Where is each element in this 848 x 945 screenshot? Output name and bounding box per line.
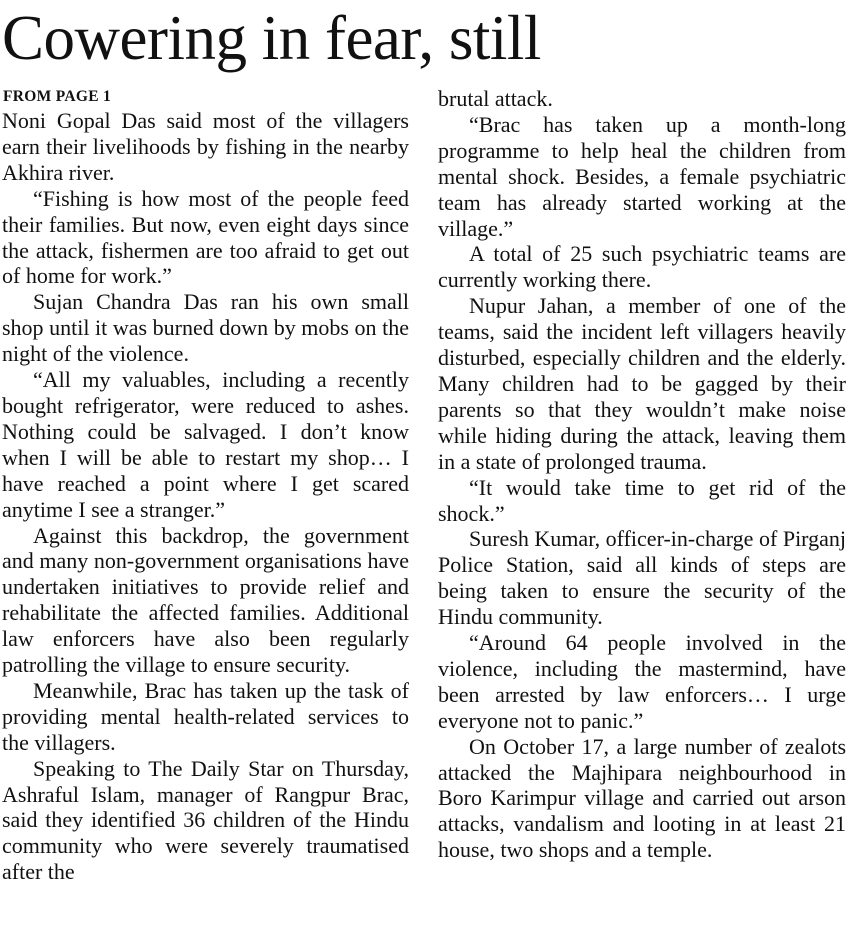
paragraph: Nupur Jahan, a member of one of the teams, said the incident left villagers heavily disturbed, especially children and the elderly. Many children had to be gagged by their parents so that they wouldn’t make noise while hiding during the attack, leaving them in a state of prolonged trauma. — [438, 293, 846, 474]
paragraph: “Brac has taken up a month-long programme to help heal the children from mental shock. Besides, a female psychiatric team has already started working at the village.” — [438, 111, 846, 241]
paragraph-continuation: brutal attack. — [438, 86, 553, 111]
paragraph: Suresh Kumar, officer-in-charge of Pirganj Police Station, said all kinds of steps are being taken to ensure the security of the Hindu community. — [438, 526, 846, 630]
paragraph: “All my valuables, including a recently bought refrigerator, were reduced to ashes. Nothing could be salvaged. I don’t know when I will be able to restart my shop… I have reached a point where I get scared anytime I see a stranger.” — [2, 367, 409, 522]
paragraph: A total of 25 such psychiatric teams are currently working there. — [438, 241, 846, 293]
paragraph: “Fishing is how most of the people feed their families. But now, even eight days since the attack, fishermen are too afraid to get out of home for work.” — [2, 185, 409, 289]
paragraph: Sujan Chandra Das ran his own small shop until it was burned down by mobs on the night of the violence. — [2, 289, 409, 367]
paragraph: “Around 64 people involved in the violence, including the mastermind, have been arrested by law enforcers… I urge everyone not to panic.” — [438, 630, 846, 733]
paragraph: On October 17, a large number of zealots attacked the Majhipara neighbourhood in Boro Karimpur village and carried out arson attacks, vandalism and looting in at least 21 house, two shops and a temple. — [438, 733, 846, 863]
paragraph: Against this backdrop, the government and many non-government organisations have undertaken initiatives to provide relief and rehabilitate the affected families. Additional law enforcers have also been regularly patrolling the village to ensure security. — [2, 522, 409, 678]
paragraph: “It would take time to get rid of the shock.” — [438, 474, 846, 526]
paragraph: Speaking to The Daily Star on Thursday, Ashraful Islam, manager of Rangpur Brac, said they identified 36 children of the Hindu community who were severely traumatised after the — [2, 755, 409, 885]
headline: Cowering in fear, still — [2, 3, 541, 73]
article-column-right — [438, 86, 846, 863]
paragraph: Noni Gopal Das said most of the villagers earn their livelihoods by fishing in the nearby Akhira river. — [2, 108, 409, 185]
paragraph: Meanwhile, Brac has taken up the task of providing mental health-related services to the villagers. — [2, 677, 409, 755]
article-column-left — [2, 86, 409, 885]
continuation-kicker: FROM PAGE 1 — [3, 88, 112, 105]
